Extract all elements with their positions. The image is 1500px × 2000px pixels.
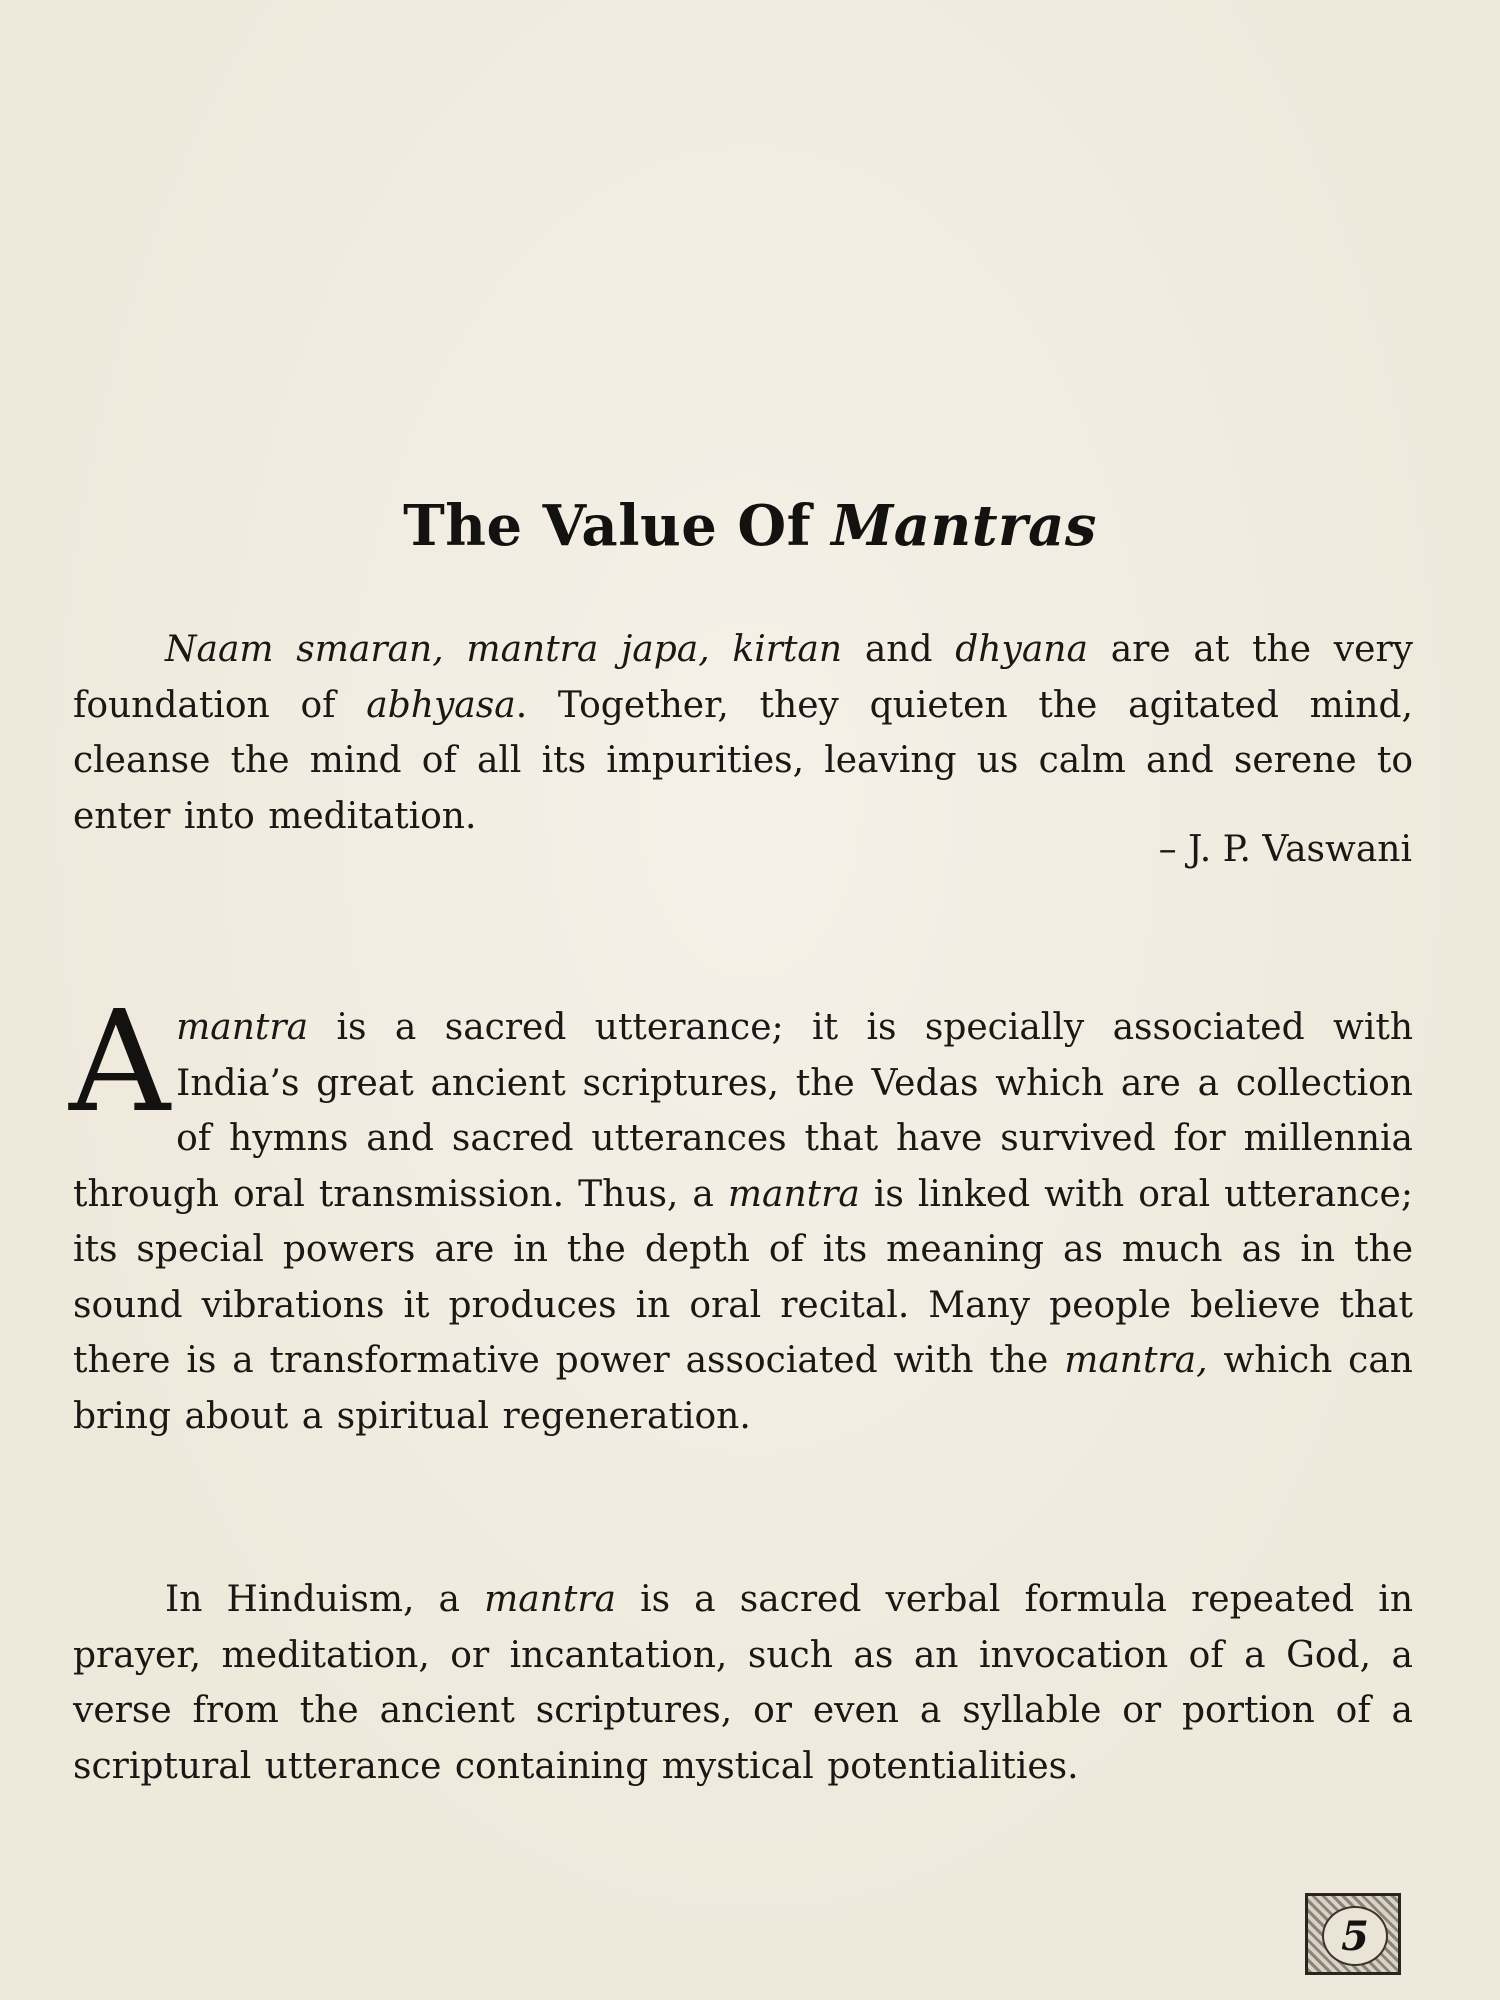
paragraph1-text: is a sacred utterance; it is specially associated with India’s great ancient scriptures, the Vedas which are a collection of hymns and sacred utterances that have survived for millennia through oral transmission. Thus, a — [73, 1007, 1413, 1215]
paragraph2-text: In Hinduism, a — [165, 1579, 485, 1620]
epigraph-quote — [73, 622, 1413, 844]
page-title — [0, 493, 1500, 559]
epigraph-text: . Together, they quieten the agitated mind, cleanse the mind of all its impurities, leaving us calm and serene to enter into meditation. — [73, 684, 1413, 837]
page-number: 5 — [1322, 1906, 1388, 1966]
page-number-ornament — [1305, 1893, 1401, 1975]
epigraph-text: and — [842, 629, 956, 670]
body-paragraph-2 — [73, 1572, 1413, 1794]
paragraph1-text: is linked with oral utterance; its special powers are in the depth of its meaning as much as in the sound vibrations it produces in oral recital. Many people believe that there is a transformative power associated with the — [73, 1173, 1413, 1381]
epigraph-text: are at the very foundation of — [73, 629, 1413, 726]
epigraph-italic-dhyana: dhyana — [955, 629, 1088, 670]
paragraph1-italic-mantra: mantra — [727, 1173, 860, 1215]
title-prefix: The Value Of — [403, 492, 832, 559]
epigraph-attribution: – J. P. Vaswani — [1158, 829, 1412, 870]
paragraph2-italic-mantra: mantra — [484, 1579, 616, 1620]
paragraph1-text: which can bring about a spiritual regeneration. — [73, 1340, 1413, 1437]
body-paragraph-1 — [69, 981, 1413, 1444]
paragraph1-italic-mantra: mantra, — [1064, 1340, 1208, 1381]
drop-cap: A — [69, 981, 171, 1144]
epigraph-italic-terms: Naam smaran, mantra japa, kirtan — [165, 629, 843, 670]
paragraph1-italic-mantra: mantra — [176, 1007, 309, 1048]
epigraph-italic-abhyasa: abhyasa — [366, 684, 516, 726]
title-emphasis: Mantras — [831, 492, 1097, 559]
paragraph2-text: is a sacred verbal formula repeated in prayer, meditation, or incantation, such as an invocation of a God, a verse from the ancient scriptures, or even a syllable or portion of a scriptural utterance containing mystical potentialities. — [73, 1579, 1414, 1787]
